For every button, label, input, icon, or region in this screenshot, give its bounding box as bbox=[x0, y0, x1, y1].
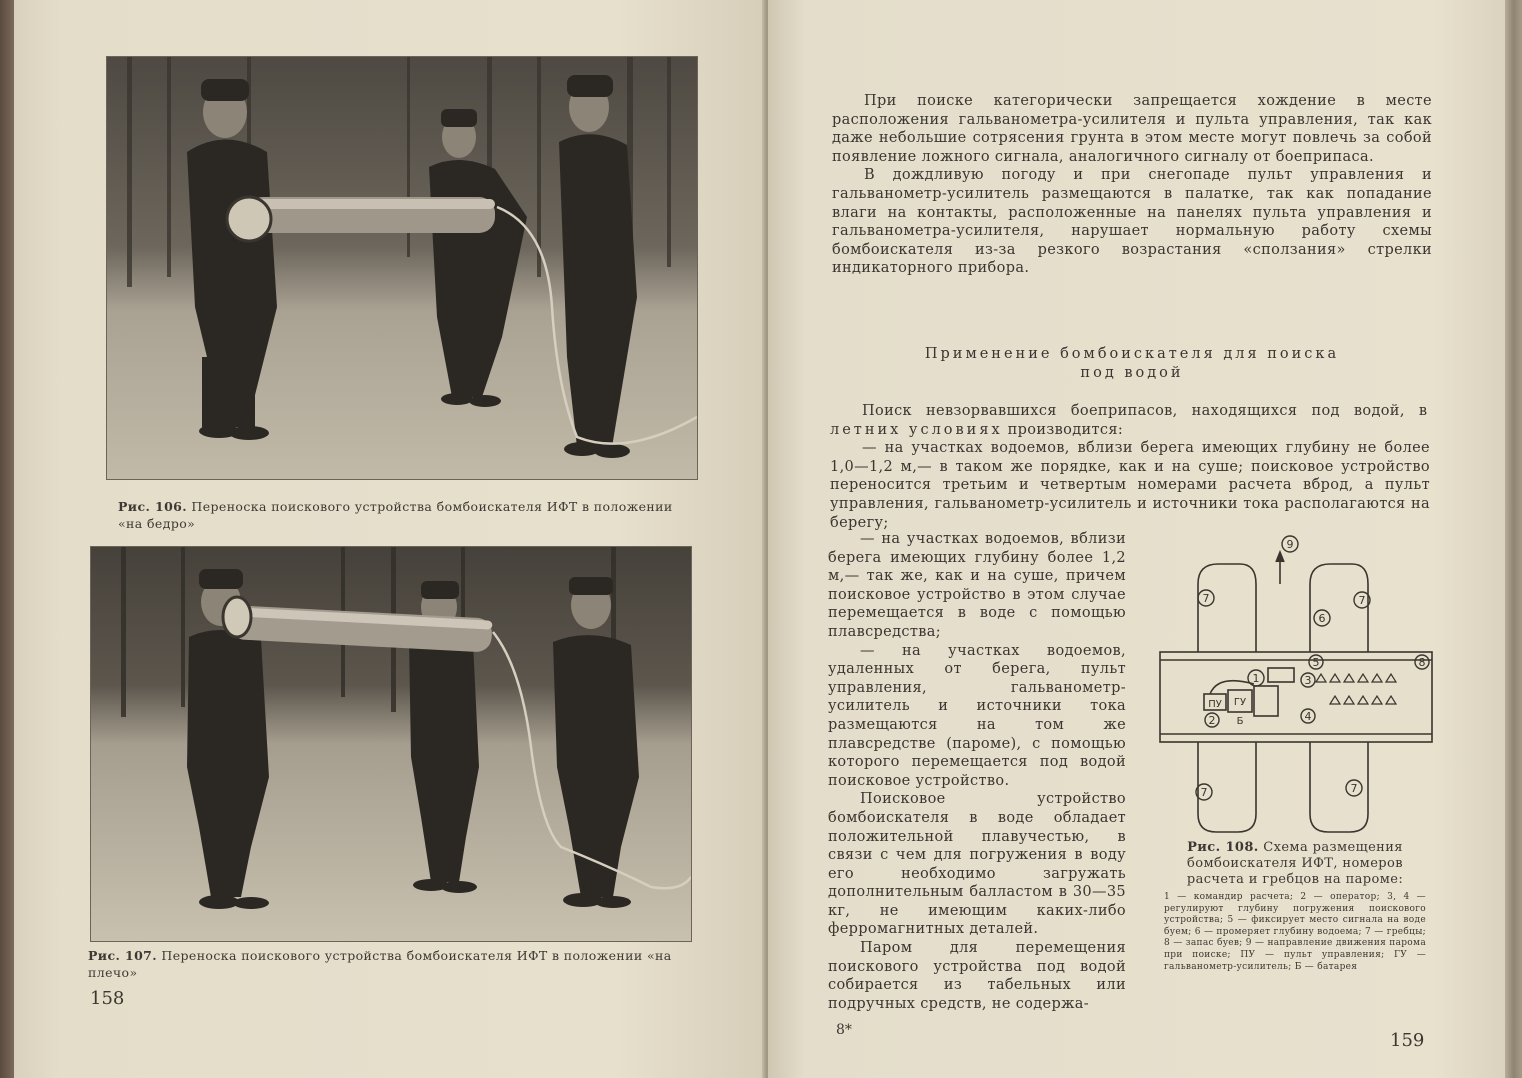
paragraph-buoyancy: Поисковое устройство бомбоискателя в воде обладает положительной плавучестью, в связи с чем для погружения в воду его необходимо загружать дополнительным балластом в 30—35 кг, не имеющим каких-либо ферромагнитных деталей. bbox=[828, 791, 1126, 938]
text-block-intro bbox=[830, 402, 1430, 532]
section-heading-line1: Применение бомбоискателя для поиска bbox=[924, 346, 1340, 362]
caption-fig-106 bbox=[118, 498, 678, 532]
label-7-c: 7 bbox=[1200, 786, 1208, 799]
paragraph-1: При поиске категорически запрещается хождение в месте расположения гальванометра-усилителя и пульта управления, так как даже небольшие сотрясения грунта в этом месте могут повлечь за собой появление ложного сигнала, аналогичного сигналу от боеприпаса. bbox=[832, 93, 1432, 165]
label-7-a: 7 bbox=[1202, 592, 1210, 605]
label-gu: ГУ bbox=[1233, 697, 1247, 708]
label-7-b: 7 bbox=[1358, 594, 1366, 607]
label-4: 4 bbox=[1304, 710, 1312, 723]
intro-text-b: производится: bbox=[1007, 421, 1124, 438]
caption-label-106: Рис. 106. bbox=[118, 499, 188, 514]
label-b: Б bbox=[1236, 716, 1244, 727]
caption-fig-107 bbox=[88, 947, 688, 981]
caption-fig-108 bbox=[1166, 840, 1424, 888]
paragraph-ferry: Паром для перемещения поискового устройства под водой собирается из табельных или подручных средств, не содержа- bbox=[828, 940, 1126, 1012]
printer-signature: 8* bbox=[836, 1022, 852, 1038]
page-number-left: 158 bbox=[90, 988, 125, 1009]
label-9: 9 bbox=[1286, 538, 1294, 551]
caption-text-107: Переноска поискового устройства бомбоискателя ИФТ в положении «на плечо» bbox=[88, 948, 672, 980]
label-5: 5 bbox=[1312, 656, 1320, 669]
label-1: 1 bbox=[1252, 672, 1260, 685]
list-item-1: — на участках водоемов, вблизи берега имеющих глубину не более 1,0—1,2 м,— в таком же порядке, как и на суше; поисковое устройство переносится третьим и четвертым номерами расчета вброд, а пульт управления, гальванометр-усилитель и источники тока располагаются на берегу; bbox=[830, 440, 1430, 531]
book-cover-edge-left bbox=[0, 0, 14, 1078]
diagram-fig-108 bbox=[1158, 534, 1434, 840]
section-heading bbox=[832, 345, 1432, 383]
paragraph-intro bbox=[830, 402, 1430, 439]
caption-legend-108: 1 — командир расчета; 2 — оператор; 3, 4 — регулируют глубину погружения поискового устройства; 5 — фиксирует место сигнала на воде буем; 6 — промеряет глубину водоема; 7 — гребцы; 8 — запас буев; 9 — направление движения парома при поиске; ПУ — пульт управления; ГУ — гальванометр-усилитель; Б — батарея bbox=[1164, 892, 1426, 972]
caption-text-106: Переноска поискового устройства бомбоискателя ИФТ в положении «на бедро» bbox=[118, 499, 673, 531]
text-block-column bbox=[828, 530, 1126, 1013]
label-pu: ПУ bbox=[1208, 699, 1222, 710]
caption-label-108: Рис. 108. bbox=[1187, 840, 1259, 855]
photo-fig-106 bbox=[106, 56, 698, 480]
label-8: 8 bbox=[1418, 656, 1426, 669]
text-block-top bbox=[832, 92, 1432, 278]
section-heading-line2: под водой bbox=[1080, 365, 1184, 381]
photo-fig-107 bbox=[90, 546, 692, 942]
book-cover-edge-right bbox=[1505, 0, 1522, 1078]
list-item-2: — на участках водоемов, вблизи берега имеющих глубину более 1,2 м,— так же, как и на суше, причем поисковое устройство в этом случае перемещается в воде с помощью плавсредства; bbox=[828, 531, 1126, 640]
caption-label-107: Рис. 107. bbox=[88, 948, 158, 963]
intro-text-spaced: в летних условиях bbox=[830, 403, 1430, 438]
label-6: 6 bbox=[1318, 612, 1326, 625]
page-number-right: 159 bbox=[1390, 1030, 1425, 1051]
label-7-d: 7 bbox=[1350, 782, 1358, 795]
list-item-3: — на участках водоемов, удаленных от берега, пульт управления, гальванометр-усилитель и источники тока размещаются на том же плавсредстве (пароме), с помощью которого перемещается под водой поисковое устройство. bbox=[828, 642, 1126, 789]
label-2: 2 bbox=[1208, 714, 1216, 727]
caption-text-108: Схема размещения бомбоискателя ИФТ, номеров расчета и гребцов на пароме: bbox=[1186, 840, 1404, 887]
intro-text-a: Поиск невзорвавшихся боеприпасов, находящихся под водой, bbox=[862, 403, 1405, 419]
paragraph-2: В дождливую погоду и при снегопаде пульт управления и гальванометр-усилитель размещаются в палатке, так как попадание влаги на контакты, расположенные на панелях пульта управления и гальванометра-усилителя, нарушает нормальную работу схемы бомбоискателя из-за резкого возрастания «сползания» стрелки индикаторного прибора. bbox=[832, 167, 1432, 277]
label-3: 3 bbox=[1304, 674, 1312, 687]
